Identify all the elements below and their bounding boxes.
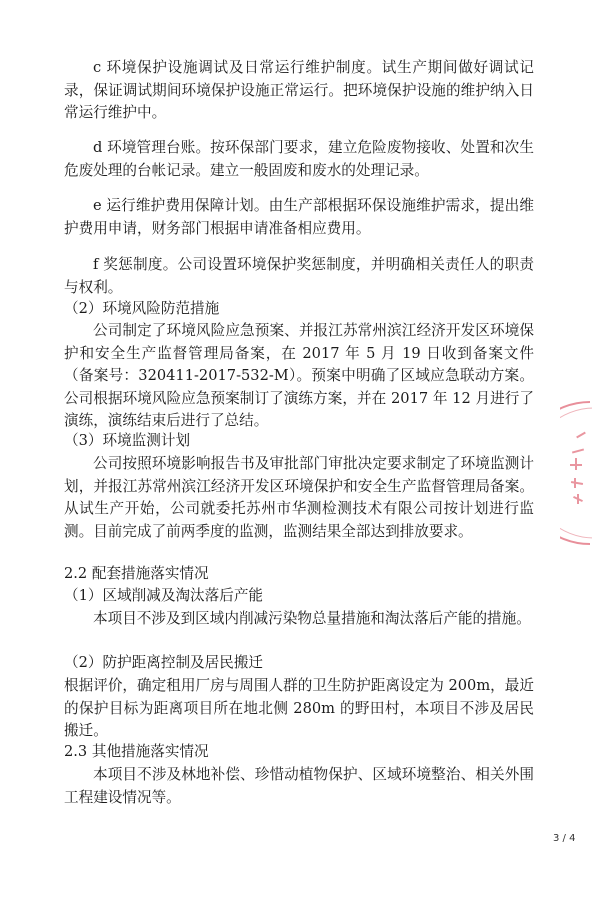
heading-2-3-other-measures: 2.3 其他措施落实情况 xyxy=(64,743,209,760)
heading-2-2-supporting-measures: 2.2 配套措施落实情况 xyxy=(64,565,209,582)
page-number: 3 / 4 xyxy=(553,833,576,844)
heading-environmental-risk: （2）环境风险防范措施 xyxy=(64,300,220,317)
paragraph-c-debug-maintenance: c 环境保护设施调试及日常运行维护制度。试生产期间做好调试记录，保证调试期间环境保护设施正常运行。把环境保护设施的维护纳入日常运行维护中。 xyxy=(64,59,534,121)
seal-stamp xyxy=(560,398,592,548)
paragraph-risk-plan: 公司制定了环境风险应急预案、并报江苏常州滨江经济开发区环境保护和安全生产监督管理局备案，在 2017 年 5 月 19 日收到备案文件（备案号：320411-2017-532-M）。预案中明确了区域应急联动方案。公司根据环境风险应急预案制订了演练方案，并在 2017 年 12 月进行了演练，演练结束后进行了总结。 xyxy=(64,322,534,429)
paragraph-regional-reduction: 本项目不涉及到区域内削减污染物总量措施和淘汰落后产能的措施。 xyxy=(93,610,531,627)
paragraph-monitoring: 公司按照环境影响报告书及审批部门审批决定要求制定了环境监测计划，并报江苏常州滨江经济开发区环境保护和安全生产监督管理局备案。从试生产开始，公司就委托苏州市华测检测技术有限公司按计划进行监测。目前完成了前两季度的监测，监测结果全部达到排放要求。 xyxy=(64,455,534,540)
paragraph-e-cost-plan: e 运行维护费用保障计划。由生产部根据环保设施维护需求，提出维护费用申请，财务部门根据申请准备相应费用。 xyxy=(64,197,534,237)
heading-protection-distance: （2）防护距离控制及居民搬迁 xyxy=(64,654,264,671)
heading-monitoring-plan: （3）环境监测计划 xyxy=(64,432,191,449)
heading-regional-reduction: （1）区域削减及淘汰落后产能 xyxy=(64,587,264,604)
paragraph-d-ledger: d 环境管理台账。按环保部门要求，建立危险废物接收、处置和次生危废处理的台帐记录。建立一般固废和废水的处理记录。 xyxy=(64,139,534,179)
paragraph-other-measures: 本项目不涉及林地补偿、珍惜动植物保护、区域环境整治、相关外围工程建设情况等。 xyxy=(64,766,534,806)
paragraph-protection-distance: 根据评价，确定租用厂房与周围人群的卫生防护距离设定为 200m，最近的保护目标为距离项目所在地北侧 280m 的野田村，本项目不涉及居民搬迁。 xyxy=(64,677,534,739)
paragraph-f-reward-penalty: f 奖惩制度。公司设置环境保护奖惩制度，并明确相关责任人的职责与权利。 xyxy=(64,256,534,296)
